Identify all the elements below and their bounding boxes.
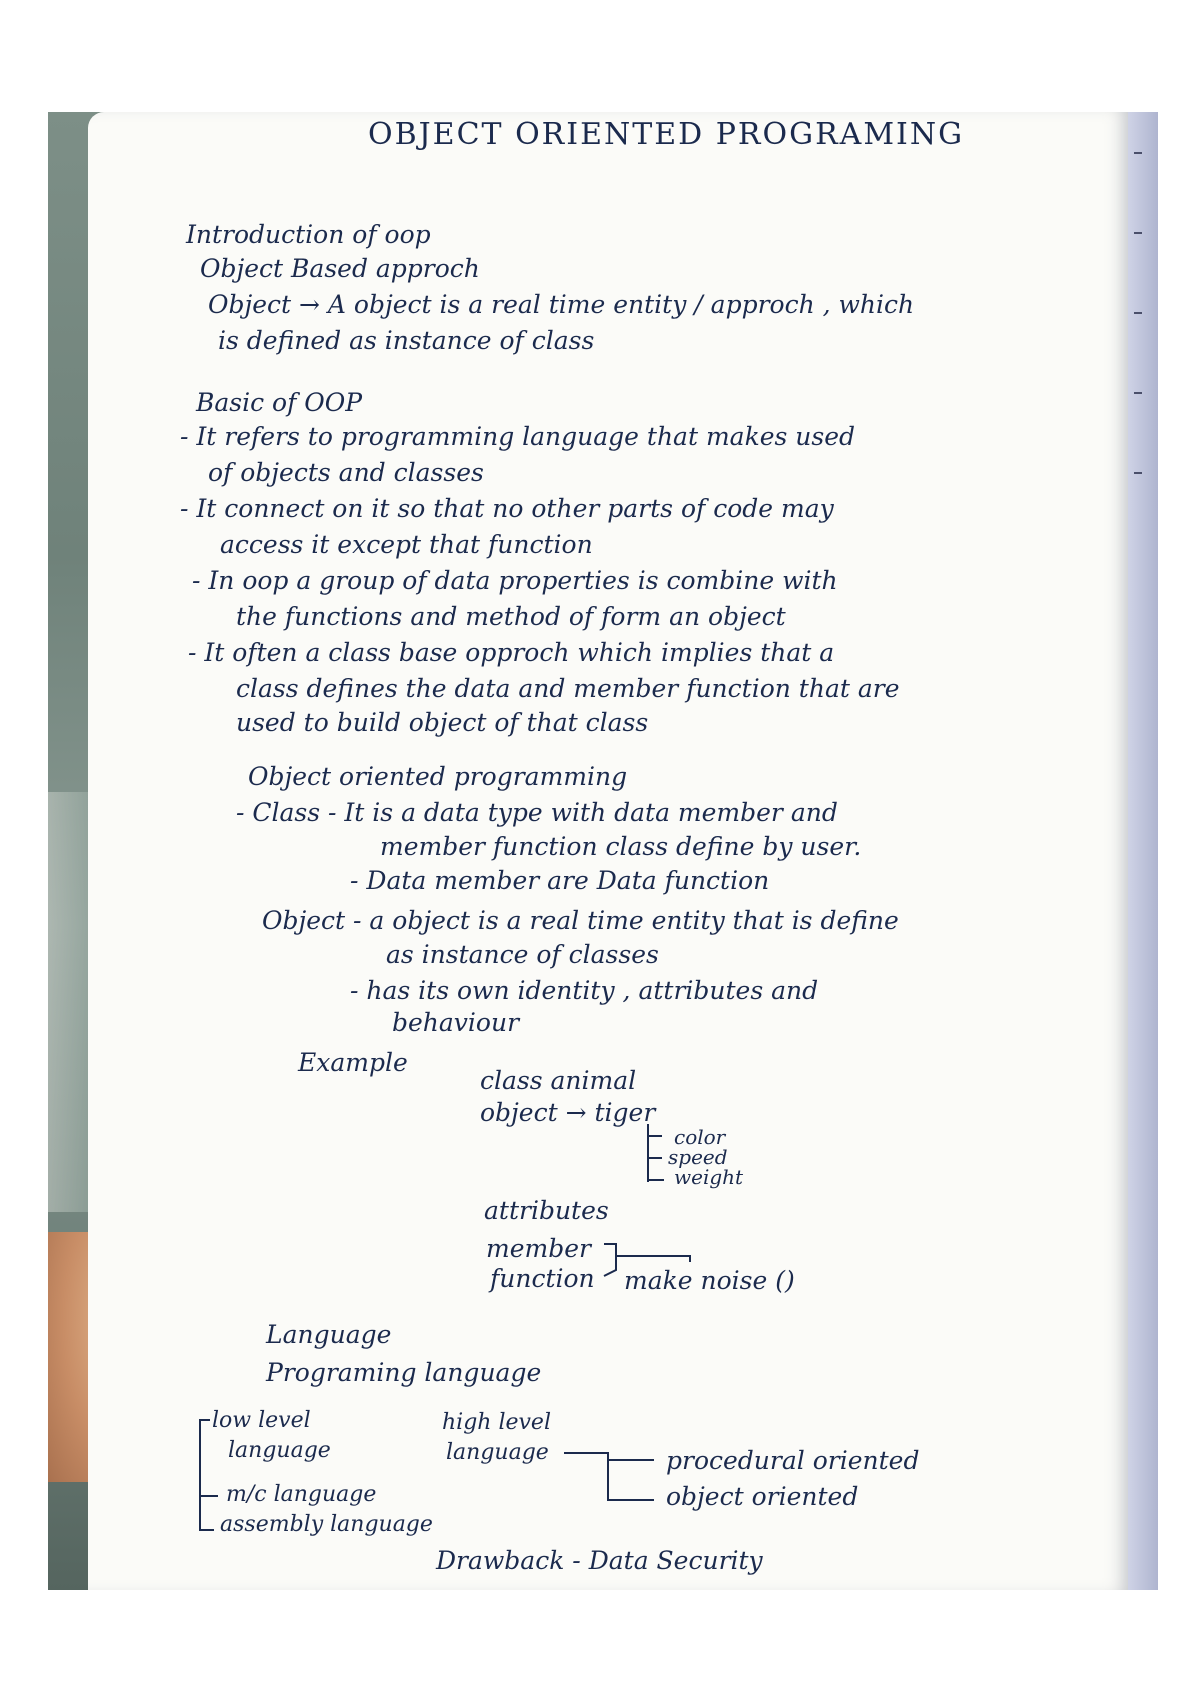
member-label: member bbox=[486, 1234, 591, 1263]
example-object: object → tiger bbox=[480, 1098, 656, 1127]
attribute-bracket bbox=[648, 1124, 664, 1182]
basic-line: used to build object of that class bbox=[236, 708, 649, 737]
attribute-item: color bbox=[674, 1125, 726, 1149]
basic-line: - In oop a group of data properties is combine with bbox=[192, 566, 838, 595]
intro-subheading: Object Based approch bbox=[200, 254, 480, 283]
class-line: - Class - It is a data type with data member and bbox=[236, 798, 838, 827]
high-level-label: language bbox=[446, 1440, 549, 1465]
attributes-label: attributes bbox=[484, 1196, 609, 1225]
page-title: OBJECT ORIENTED PROGRAMING bbox=[368, 117, 965, 152]
high-level-label: high level bbox=[442, 1410, 551, 1435]
procedural-oriented: procedural oriented bbox=[666, 1446, 920, 1475]
object-line: behaviour bbox=[392, 1008, 520, 1037]
object-line: as instance of classes bbox=[386, 940, 659, 969]
basic-line: the functions and method of form an object bbox=[236, 602, 786, 631]
oop-heading: Object oriented programming bbox=[248, 762, 628, 791]
basic-line: - It refers to programming language that makes used bbox=[180, 422, 856, 451]
basic-line: - It connect on it so that no other parts of code may bbox=[180, 494, 834, 523]
basic-line: - It often a class base opproch which implies that a bbox=[188, 638, 835, 667]
low-level-label: low level bbox=[212, 1408, 311, 1433]
low-level-label: language bbox=[228, 1438, 331, 1463]
intro-heading: Introduction of oop bbox=[186, 220, 431, 249]
high-level-branch bbox=[564, 1453, 654, 1500]
member-function-bracket bbox=[604, 1244, 690, 1276]
basic-heading: Basic of OOP bbox=[196, 388, 363, 417]
mc-language: m/c language bbox=[226, 1482, 377, 1507]
object-definition-line: is defined as instance of class bbox=[218, 326, 595, 355]
drawback: Drawback - Data Security bbox=[436, 1546, 763, 1575]
basic-line: class defines the data and member function that are bbox=[236, 674, 900, 703]
class-line: member function class define by user. bbox=[380, 832, 862, 861]
programing-language: Programing language bbox=[266, 1358, 542, 1387]
function-label: function bbox=[490, 1264, 595, 1293]
object-line: Object - a object is a real time entity that is define bbox=[262, 906, 899, 935]
basic-line: access it except that function bbox=[220, 530, 593, 559]
example-class: class animal bbox=[480, 1066, 637, 1095]
low-level-bracket bbox=[200, 1420, 218, 1530]
basic-line: of objects and classes bbox=[208, 458, 484, 487]
language-heading: Language bbox=[266, 1320, 392, 1349]
example-label: Example bbox=[298, 1048, 408, 1077]
class-line: - Data member are Data function bbox=[350, 866, 770, 895]
assembly-language: assembly language bbox=[220, 1512, 433, 1537]
attribute-item: weight bbox=[674, 1165, 744, 1189]
object-line: - has its own identity , attributes and bbox=[350, 976, 819, 1005]
object-oriented: object oriented bbox=[666, 1482, 859, 1511]
object-definition-line: Object → A object is a real time entity / approch , which bbox=[208, 290, 915, 319]
make-noise: make noise () bbox=[624, 1266, 795, 1295]
attribute-item: speed bbox=[668, 1145, 728, 1169]
